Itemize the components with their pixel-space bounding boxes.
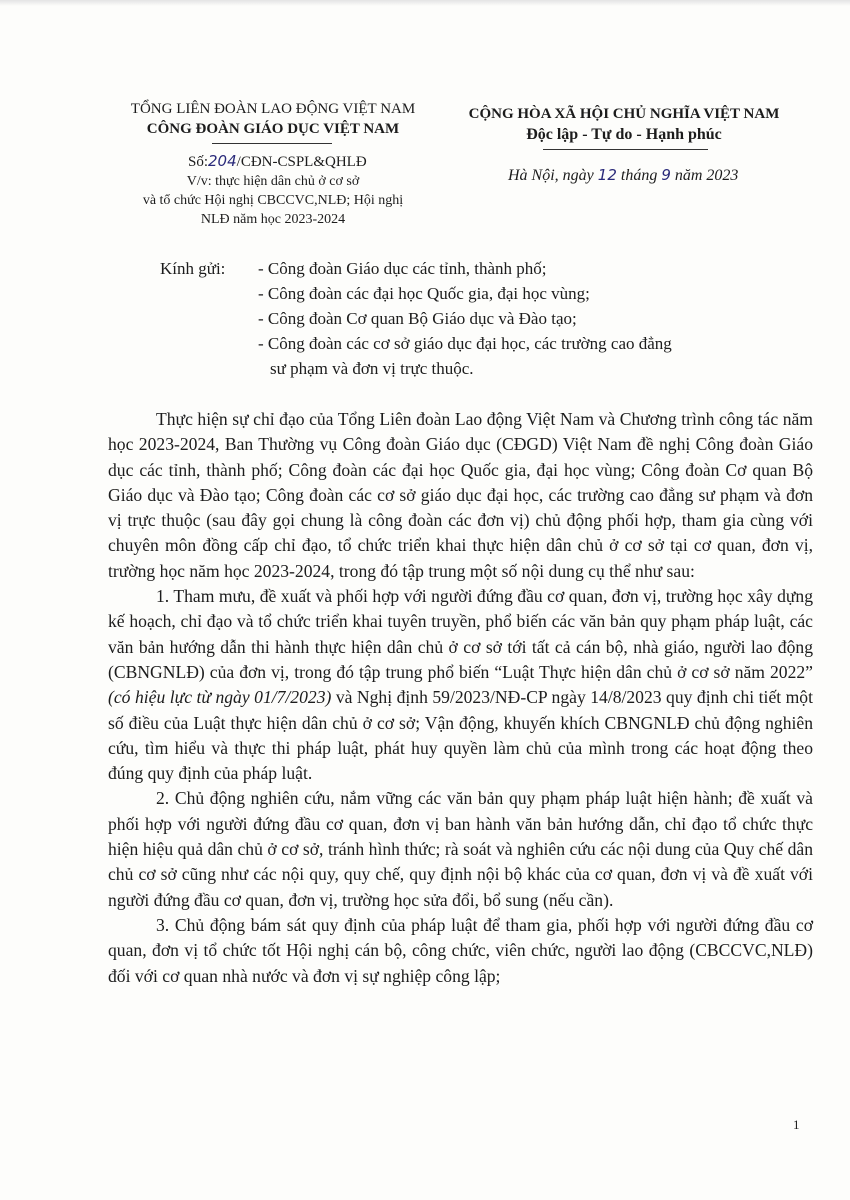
recipient-item: - Công đoàn các đại học Quốc gia, đại học vùng; <box>258 284 590 303</box>
item-1-text-a: 1. Tham mưu, đề xuất và phối hợp với người đứng đầu cơ quan, đơn vị, trường học xây dựng kế hoạch, chỉ đạo và tổ chức triển khai tuyên truyền, phổ biến các văn bản quy phạm pháp luật, các văn bản hướng dẫn thi hành thực hiện dân chủ ở cơ sở tới tất cả cán bộ, nhà giáo, người lao động (CBNGNLĐ) của đơn vị, trong đó tập trung phổ biến “Luật Thực hiện dân chủ ở cơ sở năm 2022” <box>108 586 813 682</box>
number-handwritten: 204 <box>208 152 237 170</box>
date-day: 12 <box>597 166 617 184</box>
motto: Độc lập - Tự do - Hạnh phúc <box>526 126 722 143</box>
recipients-label: Kính gửi: <box>160 259 226 278</box>
subject-line-1: V/v: thực hiện dân chủ ở cơ sở <box>186 174 360 189</box>
date-month: 9 <box>661 166 671 184</box>
document-number <box>188 152 367 171</box>
document-body <box>108 407 813 989</box>
motto-underline <box>543 149 708 150</box>
intro-paragraph: Thực hiện sự chỉ đạo của Tổng Liên đoàn Lao động Việt Nam và Chương trình công tác năm học 2023-2024, Ban Thường vụ Công đoàn Giáo dục (CĐGD) Việt Nam đề nghị Công đoàn Giáo dục các tỉnh, thành phố; Công đoàn các đại học Quốc gia, đại học vùng; Công đoàn Cơ quan Bộ Giáo dục và Đào tạo; Công đoàn các cơ sở giáo dục đại học, các trường cao đẳng sư phạm và đơn vị trực thuộc (sau đây gọi chung là công đoàn các đơn vị) chủ động phối hợp, tham gia cùng với chuyên môn đồng cấp chỉ đạo, tổ chức triển khai thực hiện dân chủ ở cơ sở tại cơ quan, đơn vị, trường học năm học 2023-2024, trong đó tập trung một số nội dung cụ thể như sau: <box>108 409 813 581</box>
org-name: CÔNG ĐOÀN GIÁO DỤC VIỆT NAM <box>146 121 400 137</box>
org-underline <box>212 143 332 144</box>
recipient-item: sư phạm và đơn vị trực thuộc. <box>270 359 474 378</box>
subject-line-3: NLĐ năm học 2023-2024 <box>200 212 346 227</box>
number-suffix: /CĐN-CSPL&QHLĐ <box>236 154 367 170</box>
item-1-italic: (có hiệu lực từ ngày 01/7/2023) <box>108 687 332 708</box>
org-parent: TỔNG LIÊN ĐOÀN LAO ĐỘNG VIỆT NAM <box>130 101 416 117</box>
item-1-text-b: và Nghị định 59/2023/NĐ-CP ngày 14/8/2023 quy định chi tiết một số điều của Luật thực hiện dân chủ ở cơ sở; Vận động, khuyến khích CBNGNLĐ chủ động nghiên cứu, tìm hiểu và thực thi pháp luật, phát huy quyền làm chủ của mình trong các hoạt động theo đúng quy định của pháp luật. <box>108 687 813 784</box>
date-mid: tháng <box>620 167 658 184</box>
item-2-paragraph: 2. Chủ động nghiên cứu, nắm vững các văn bản quy phạm pháp luật hiện hành; đề xuất và phối hợp với người đứng đầu cơ quan, đơn vị ban hành văn bản hướng dẫn, chỉ đạo tổ chức thực hiện hiệu quả dân chủ ở cơ sở, tránh hình thức; rà soát và nghiên cứu các nội dung của Quy chế dân chủ cơ sở cũng như các nội quy, quy chế, quy định nội bộ khác của cơ quan, đơn vị và đề xuất với người đứng đầu cơ quan, đơn vị, trường học sửa đổi, bổ sung (nếu cần). <box>108 788 813 910</box>
subject-line-2: và tổ chức Hội nghị CBCCVC,NLĐ; Hội nghị <box>142 193 404 208</box>
document-date <box>508 166 738 185</box>
scan-edge-shadow <box>0 0 850 6</box>
item-1-paragraph <box>108 584 813 786</box>
page-number: 1 <box>793 1117 800 1132</box>
recipient-item: - Công đoàn Cơ quan Bộ Giáo dục và Đào tạo; <box>258 309 577 328</box>
date-prefix: Hà Nội, ngày <box>508 167 594 184</box>
number-prefix: Số: <box>188 154 209 170</box>
recipient-item: - Công đoàn Giáo dục các tỉnh, thành phố; <box>258 259 547 278</box>
recipient-item: - Công đoàn các cơ sở giáo dục đại học, các trường cao đẳng <box>258 334 672 353</box>
date-suffix: năm 2023 <box>674 167 739 184</box>
item-3-paragraph: 3. Chủ động bám sát quy định của pháp luật để tham gia, phối hợp với người đứng đầu cơ quan, đơn vị tổ chức tốt Hội nghị cán bộ, công chức, viên chức, người lao động (CBCCVC,NLĐ) đối với cơ quan nhà nước và đơn vị sự nghiệp công lập; <box>108 914 813 986</box>
country-name: CỘNG HÒA XÃ HỘI CHỦ NGHĨA VIỆT NAM <box>468 106 780 122</box>
